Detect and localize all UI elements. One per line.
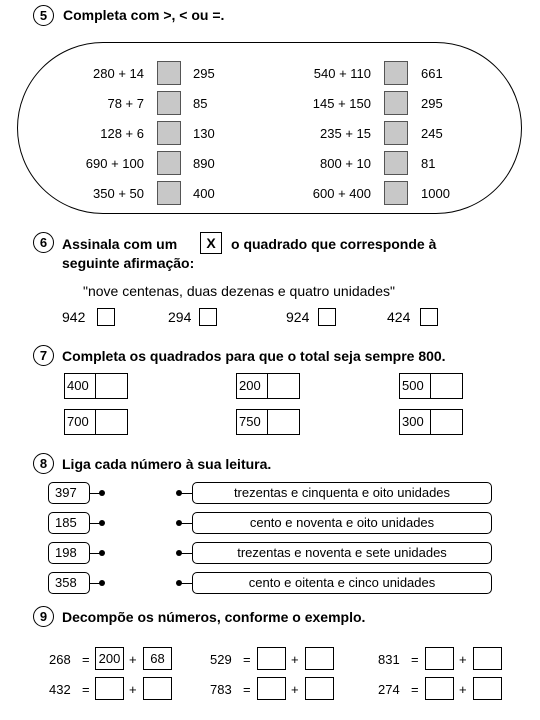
option-number: 942 — [62, 309, 86, 325]
compare-value: 245 — [421, 126, 443, 141]
compare-expression: 145 + 150 — [312, 96, 371, 111]
number-statement: "nove centenas, duas dezenas e quatro unidades" — [83, 283, 395, 299]
decompose-number: 831 — [378, 652, 400, 667]
number-card: 198 — [48, 542, 90, 564]
sum-pair — [64, 409, 128, 435]
reading-card: cento e oitenta e cinco unidades — [192, 572, 492, 594]
compare-answer-box[interactable] — [157, 151, 181, 175]
option-number: 924 — [286, 309, 310, 325]
sum-pair — [236, 409, 300, 435]
compare-answer-box[interactable] — [157, 91, 181, 115]
decompose-number: 529 — [210, 652, 232, 667]
compare-answer-box[interactable] — [157, 61, 181, 85]
option-checkbox[interactable] — [199, 308, 217, 326]
plus-sign: + — [459, 652, 467, 667]
decompose-number: 268 — [49, 652, 71, 667]
plus-sign: + — [129, 652, 137, 667]
given-value: 500 — [399, 373, 431, 399]
given-value: 400 — [64, 373, 96, 399]
given-value: 300 — [399, 409, 431, 435]
compare-answer-box[interactable] — [157, 121, 181, 145]
plus-sign: + — [459, 682, 467, 697]
reading-card: trezentas e noventa e sete unidades — [192, 542, 492, 564]
compare-value: 1000 — [421, 186, 450, 201]
decompose-number: 432 — [49, 682, 71, 697]
exercise-6-title-line2: seguinte afirmação: — [62, 255, 195, 271]
answer-box[interactable] — [268, 373, 300, 399]
option-number: 424 — [387, 309, 411, 325]
answer-box[interactable] — [431, 373, 463, 399]
remainder-box[interactable] — [473, 677, 502, 700]
connector-line — [180, 553, 192, 554]
connector-line — [180, 493, 192, 494]
compare-value: 400 — [193, 186, 215, 201]
answer-box[interactable] — [96, 373, 128, 399]
answer-box[interactable] — [431, 409, 463, 435]
compare-expression: 800 + 10 — [320, 156, 371, 171]
equals-sign: = — [243, 682, 251, 697]
compare-value: 85 — [193, 96, 208, 111]
exercise-5-number: 5 — [33, 5, 54, 26]
hundreds-box[interactable]: 200 — [95, 647, 124, 670]
exercise-9-title: Decompõe os números, conforme o exemplo. — [62, 609, 366, 625]
equals-sign: = — [411, 682, 419, 697]
number-card: 185 — [48, 512, 90, 534]
exercise-6-title-end: o quadrado que corresponde à — [231, 236, 437, 252]
plus-sign: + — [291, 652, 299, 667]
reading-card: trezentas e cinquenta e oito unidades — [192, 482, 492, 504]
exercise-7-number: 7 — [33, 345, 54, 366]
hundreds-box[interactable] — [425, 647, 454, 670]
compare-expression: 690 + 100 — [85, 156, 144, 171]
remainder-box[interactable] — [305, 647, 334, 670]
connector-line — [180, 523, 192, 524]
compare-value: 130 — [193, 126, 215, 141]
sum-pair — [236, 373, 300, 399]
left-connector-dot[interactable] — [99, 490, 105, 496]
hundreds-box[interactable] — [257, 647, 286, 670]
option-checkbox[interactable] — [97, 308, 115, 326]
remainder-box[interactable] — [473, 647, 502, 670]
exercise-6-number: 6 — [33, 232, 54, 253]
option-number: 294 — [168, 309, 192, 325]
exercise-6-title-start: Assinala com um — [62, 236, 178, 252]
compare-expression: 350 + 50 — [93, 186, 144, 201]
number-card: 397 — [48, 482, 90, 504]
reading-card: cento e noventa e oito unidades — [192, 512, 492, 534]
compare-value: 661 — [421, 66, 443, 81]
remainder-box[interactable]: 68 — [143, 647, 172, 670]
exercise-7-title: Completa os quadrados para que o total seja sempre 800. — [62, 348, 446, 364]
compare-answer-box[interactable] — [384, 151, 408, 175]
equals-sign: = — [411, 652, 419, 667]
remainder-box[interactable] — [305, 677, 334, 700]
compare-answer-box[interactable] — [157, 181, 181, 205]
sum-pair — [64, 373, 128, 399]
left-connector-dot[interactable] — [99, 520, 105, 526]
plus-sign: + — [129, 682, 137, 697]
connector-line — [180, 583, 192, 584]
given-value: 200 — [236, 373, 268, 399]
compare-value: 890 — [193, 156, 215, 171]
sum-pair — [399, 373, 463, 399]
compare-value: 295 — [193, 66, 215, 81]
exercise-8-title: Liga cada número à sua leitura. — [62, 456, 272, 472]
compare-expression: 600 + 400 — [312, 186, 371, 201]
hundreds-box[interactable] — [257, 677, 286, 700]
hundreds-box[interactable] — [95, 677, 124, 700]
equals-sign: = — [82, 682, 90, 697]
option-checkbox[interactable] — [318, 308, 336, 326]
equals-sign: = — [243, 652, 251, 667]
option-checkbox[interactable] — [420, 308, 438, 326]
left-connector-dot[interactable] — [99, 550, 105, 556]
given-value: 700 — [64, 409, 96, 435]
compare-answer-box[interactable] — [384, 91, 408, 115]
compare-expression: 280 + 14 — [93, 66, 144, 81]
compare-expression: 128 + 6 — [100, 126, 144, 141]
decompose-number: 783 — [210, 682, 232, 697]
compare-value: 81 — [421, 156, 436, 171]
example-x-mark: X — [200, 232, 222, 254]
sum-pair — [399, 409, 463, 435]
compare-answer-box[interactable] — [384, 121, 408, 145]
number-card: 358 — [48, 572, 90, 594]
compare-expression: 78 + 7 — [107, 96, 144, 111]
answer-box[interactable] — [268, 409, 300, 435]
plus-sign: + — [291, 682, 299, 697]
compare-value: 295 — [421, 96, 443, 111]
compare-expression: 540 + 110 — [313, 66, 371, 81]
equals-sign: = — [82, 652, 90, 667]
hundreds-box[interactable] — [425, 677, 454, 700]
left-connector-dot[interactable] — [99, 580, 105, 586]
exercise-5-title: Completa com >, < ou =. — [63, 7, 225, 23]
exercise-9-number: 9 — [33, 606, 54, 627]
compare-answer-box[interactable] — [384, 61, 408, 85]
exercise-8-number: 8 — [33, 453, 54, 474]
remainder-box[interactable] — [143, 677, 172, 700]
answer-box[interactable] — [96, 409, 128, 435]
given-value: 750 — [236, 409, 268, 435]
compare-expression: 235 + 15 — [320, 126, 371, 141]
compare-answer-box[interactable] — [384, 181, 408, 205]
decompose-number: 274 — [378, 682, 400, 697]
